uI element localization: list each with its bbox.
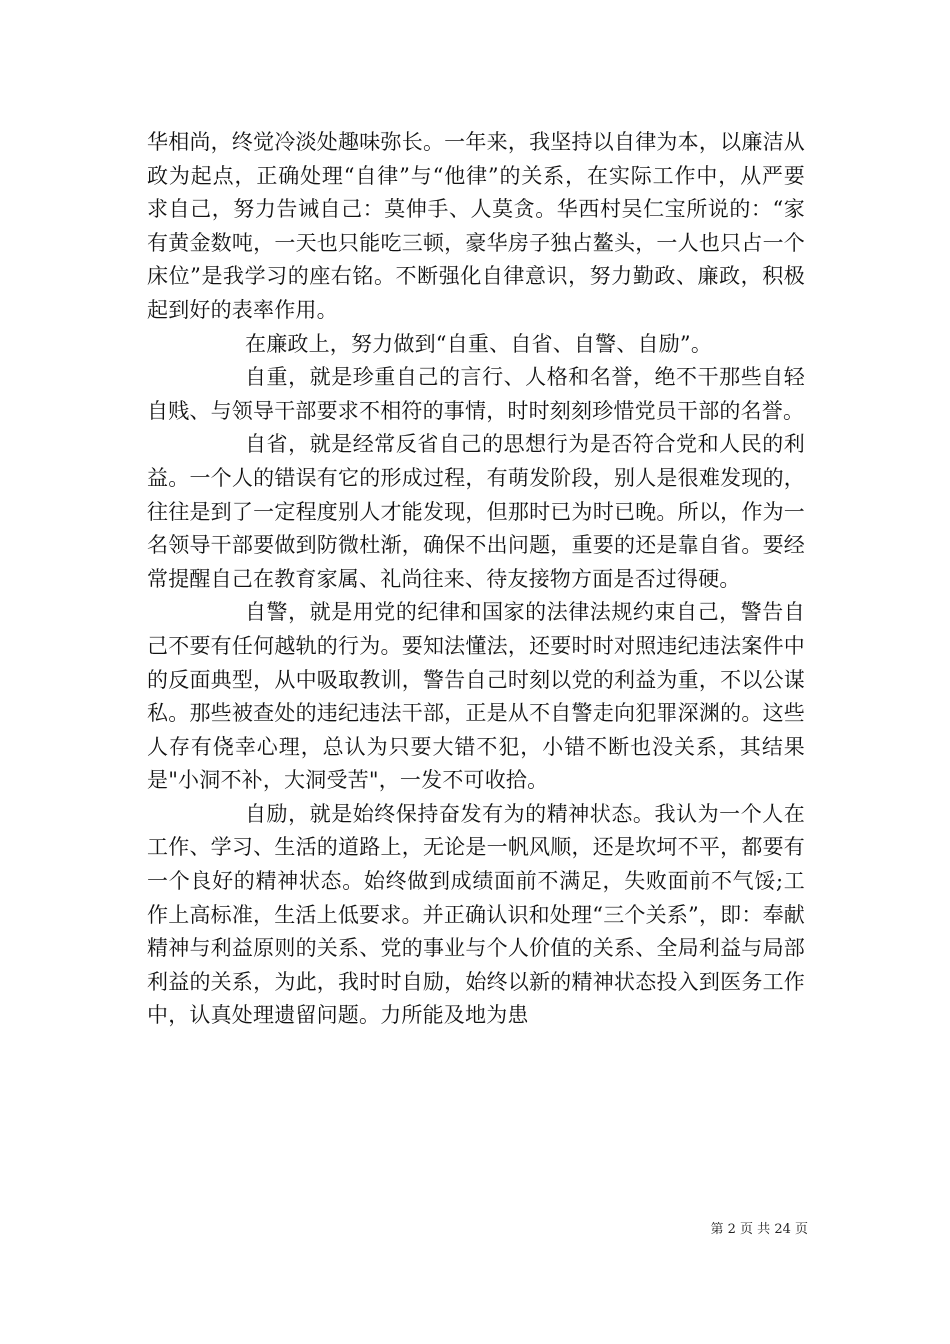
- paragraph-6: 自励，就是始终保持奋发有为的精神状态。我认为一个人在工作、学习、生活的道路上，无论是一帆风顺，还是坎坷不平，都要有一个良好的精神状态。始终做到成绩面前不满足，失败面前不气馁;工作上高标准，生活上低要求。并正确认识和处理“三个关系”，即：奉献精神与利益原则的关系、党的事业与个人价值的关系、全局利益与局部利益的关系，为此，我时时自励，始终以新的精神状态投入到医务工作中，认真处理遗留问题。力所能及地为患: [147, 801, 805, 1028]
- paragraph-4: 自省，就是经常反省自己的思想行为是否符合党和人民的利益。一个人的错误有它的形成过程，有萌发阶段，别人是很难发现的，往往是到了一定程度别人才能发现，但那时已为时已晚。所以，作为一名领导干部要做到防微杜渐，确保不出问题，重要的还是靠自省。要经常提醒自己在教育家属、礼尚往来、待友接物方面是否过得硬。: [147, 432, 805, 591]
- document-page: [147, 126, 805, 1033]
- page-number-footer: 第 2 页 共 24 页: [710, 1222, 808, 1237]
- paragraph-3: 自重，就是珍重自己的言行、人格和名誉，绝不干那些自轻自贱、与领导干部要求不相符的事情，时时刻刻珍惜党员干部的名誉。: [147, 365, 805, 423]
- paragraph-5: 自警，就是用党的纪律和国家的法律法规约束自己，警告自己不要有任何越轨的行为。要知法懂法，还要时时对照违纪违法案件中的反面典型，从中吸取教训，警告自己时刻以党的利益为重，不以公谋私。那些被查处的违纪违法干部，正是从不自警走向犯罪深渊的。这些人存有侥幸心理，总认为只要大错不犯，小错不断也没关系，其结果是"小洞不补，大洞受苦"，一发不可收拾。: [147, 600, 805, 793]
- paragraph-1: 华相尚，终觉冷淡处趣味弥长。一年来，我坚持以自律为本，以廉洁从政为起点，正确处理“自律”与“他律”的关系，在实际工作中，从严要求自己，努力告诫自己：莫伸手、人莫贪。华西村吴仁宝所说的：“家有黄金数吨，一天也只能吃三顿，豪华房子独占鳌头，一人也只占一个床位”是我学习的座右铭。不断强化自律意识，努力勤政、廉政，积极起到好的表率作用。: [147, 130, 805, 322]
- paragraph-2: 在廉政上，努力做到“自重、自省、自警、自励”。: [245, 331, 713, 356]
